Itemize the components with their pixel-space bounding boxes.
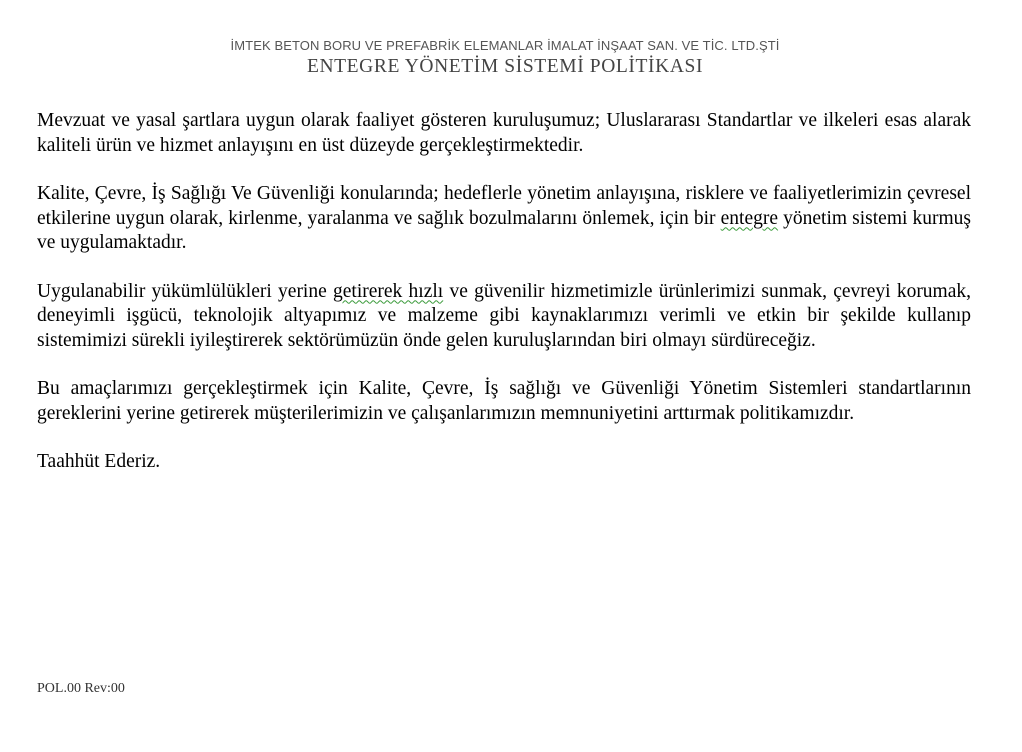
paragraph-text: Kalite, Çevre, İş Sağlığı Ve Güvenliği konularında; hedeflerle yönetim anlayışına, risklere ve faaliyetlerimizin çevresel etkilerine uygun olarak, kirlenme, yaralanma ve sağlık bozulmalarını önlemek, için bir (37, 183, 971, 229)
closing-statement: Taahhüt Ederiz. (37, 451, 161, 472)
paragraph-text: ve güvenilir hizmetimizle ürünlerimizi sunmak, çevreyi korumak, deneyimli işgücü, teknolojik altyapımız ve malzeme gibi kaynaklarımızı verimli ve etkin bir şekilde kullanıp sistemimizi sürekli iyileştirerek sektörümüzün önde gelen kuruluşlarından biri olmayı sürdüreceğiz. (37, 280, 972, 351)
paragraph-integrated-system (37, 182, 971, 256)
paragraph-obligations (37, 280, 971, 354)
paragraph-goals: Bu amaçlarımızı gerçekleştirmek için Kalite, Çevre, İş sağlığı ve Güvenliği Yönetim Sistemleri standartlarının gereklerini yerine getirerek müşterilerimizin ve çalışanlarımızın memnuniyetini arttırmak politikamızdır. (37, 378, 971, 424)
paragraph-compliance: Mevzuat ve yasal şartlara uygun olarak faaliyet gösteren kuruluşumuz; Uluslararası Standartlar ve ilkeleri esas alarak kaliteli ürün ve hizmet anlayışını en üst düzeyde gerçekleştirmektedir. (37, 110, 971, 156)
paragraph-text: yönetim sistemi kurmuş ve uygulamaktadır. (37, 207, 972, 253)
company-name: İMTEK BETON BORU VE PREFABRİK ELEMANLAR İMALAT İNŞAAT SAN. VE TİC. LTD.ŞTİ (230, 38, 780, 53)
spellcheck-flagged-word: entegre (720, 207, 779, 229)
document-code: POL.00 Rev:00 (37, 681, 125, 696)
policy-title: ENTEGRE YÖNETİM SİSTEMİ POLİTİKASI (306, 56, 704, 77)
policy-body (37, 109, 971, 475)
spellcheck-flagged-word: getirerek hızlı (333, 280, 444, 302)
paragraph-text: Uygulanabilir yükümlülükleri yerine (37, 280, 333, 302)
